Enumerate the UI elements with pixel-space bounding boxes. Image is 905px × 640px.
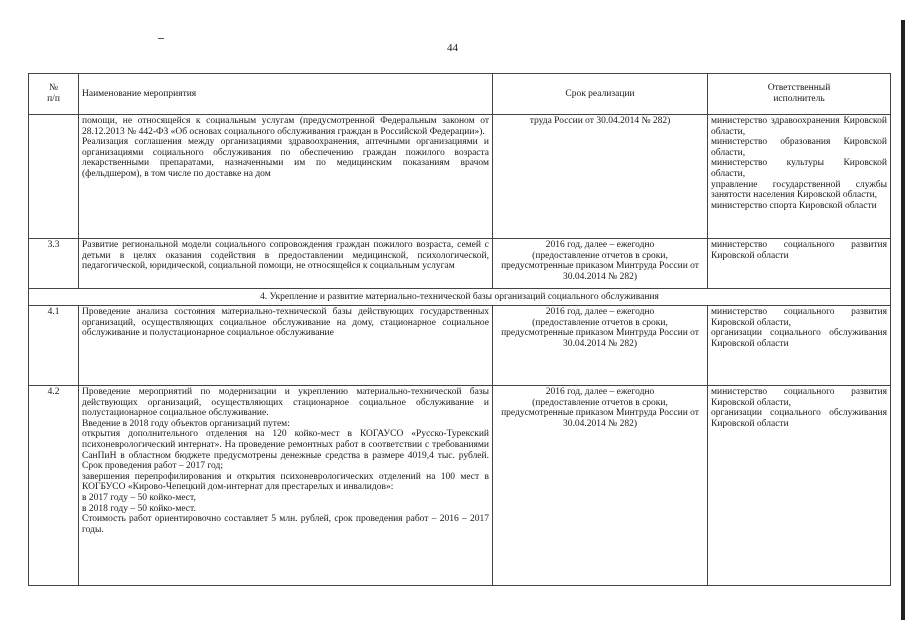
table-row xyxy=(29,239,891,289)
row-term: 2016 год, далее – ежегодно (предоставление отчетов в сроки, предусмотренные приказом Минтруда России от 30.04.2014 № 282) xyxy=(493,386,708,586)
row-responsible: министерство социального развития Кировской области, организации социального обслуживания Кировской области xyxy=(708,386,891,586)
table-row xyxy=(29,306,891,386)
row-num: 3.3 xyxy=(29,239,79,289)
row-responsible: министерство социального развития Кировской области xyxy=(708,239,891,289)
header-responsible: Ответственный исполнитель xyxy=(708,74,891,115)
row-num xyxy=(29,115,79,239)
row-num: 4.2 xyxy=(29,386,79,586)
table-row xyxy=(29,115,891,239)
row-term: 2016 год, далее – ежегодно (предоставление отчетов в сроки, предусмотренные приказом Минтруда России от 30.04.2014 № 282) xyxy=(493,239,708,289)
row-name: Развитие региональной модели социального сопровождения граждан пожилого возраста, семей с детьми в целях оказания содействия в предоставлении медицинской, психологической, педагогической, юридической, социальной помощи, не относящейся к социальным услугам xyxy=(79,239,493,289)
row-name: Проведение мероприятий по модернизации и укреплению материально-технической базы действующих организаций, осуществляющих стационарное социальное обслуживание и полустационарное социальное обслуживание. Введение в 2018 году объектов организаций путем: открытия дополнительного отделения на 120 койко-мест в КОГАУСО «Русско-Турекский психоневрологический интернат». На проведение ремонтных работ в соответствии с требованиями СанПиН в областном бюджете предусмотрены денежные средства в размере 4019,4 тыс. рублей. Срок проведения работ – 2017 год; завершения перепрофилирования и открытия психоневрологических отделений на 100 мест в КОГБУСО «Кирово-Чепецкий дом-интернат для престарелых и инвалидов»: в 2017 году – 50 койко-мест, в 2018 году – 50 койко-мест. Стоимость работ ориентировочно составляет 5 млн. рублей, срок проведения работ – 2016 – 2017 годы. xyxy=(79,386,493,586)
scan-mark xyxy=(158,38,164,39)
header-num: № п/п xyxy=(29,74,79,115)
row-term: 2016 год, далее – ежегодно (предоставление отчетов в сроки, предусмотренные приказом Минтруда России от 30.04.2014 № 282) xyxy=(493,306,708,386)
table-header-row xyxy=(29,74,891,115)
row-name: Проведение анализа состояния материально-технической базы действующих государственных организаций, осуществляющих социальное обслуживание на дому, стационарное социальное обслуживание и полустационарное социальное обслуживание xyxy=(79,306,493,386)
page-number: 44 xyxy=(447,42,458,54)
row-responsible: министерство социального развития Кировской области, организации социального обслуживания Кировской области xyxy=(708,306,891,386)
measures-table xyxy=(28,73,891,586)
row-num: 4.1 xyxy=(29,306,79,386)
row-term: труда России от 30.04.2014 № 282) xyxy=(493,115,708,239)
row-name: помощи, не относящейся к социальным услугам (предусмотренной Федеральным законом от 28.12.2013 № 442-ФЗ «Об основах социального обслуживания граждан в Российской Федерации»). Реализация соглашения между организациями здравоохранения, аптечными организациями и организациями социального обслуживания по обеспечению граждан пожилого возраста лекарственными препаратами, назначенными им по медицинским показаниям врачом (фельдшером), в том числе по доставке на дом xyxy=(79,115,493,239)
scan-edge xyxy=(901,20,905,620)
header-term: Срок реализации xyxy=(493,74,708,115)
section-heading: 4. Укрепление и развитие материально-технической базы организаций социального обслуживания xyxy=(29,289,891,306)
row-responsible: министерство здравоохранения Кировской области, министерство образования Кировской области, министерство культуры Кировской области, управление государственной службы занятости населения Кировской области, министерство спорта Кировской области xyxy=(708,115,891,239)
header-name: Наименование мероприятия xyxy=(79,74,493,115)
section-heading-row xyxy=(29,289,891,306)
table-row xyxy=(29,386,891,586)
